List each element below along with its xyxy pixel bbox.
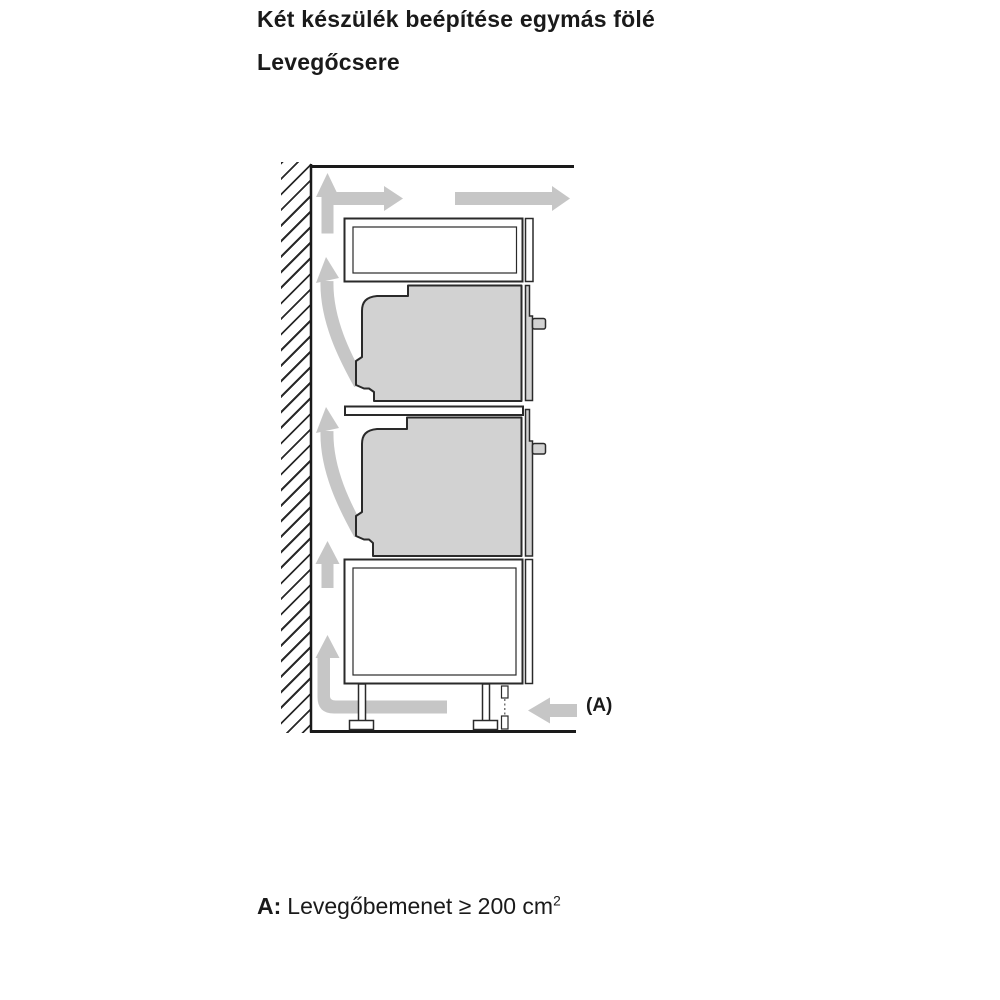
legend-caption: [257, 893, 561, 920]
lower-oven-body: [356, 418, 522, 557]
upper-oven: [356, 286, 546, 402]
air-inlet-arrow: [528, 698, 577, 724]
page-title: Két készülék beépítése egymás fölé: [257, 6, 655, 32]
legend-key: A:: [257, 893, 282, 919]
bottom-plinth-compartment: [345, 560, 533, 684]
section-subtitle: Levegőcsere: [257, 49, 400, 75]
leveling-foot-detail: [502, 686, 509, 729]
airflow-arrow-exhaust: [455, 186, 570, 211]
cabinet-leg-right: [474, 684, 498, 730]
airflow-arrow-up-plinth: [316, 541, 340, 588]
lower-oven-door-strip: [526, 410, 533, 557]
front-trim-bottom: [526, 560, 533, 684]
top-vent-compartment: [345, 219, 534, 282]
airflow-arrow-curved-lower: [316, 407, 360, 534]
upper-oven-body: [356, 286, 522, 402]
upper-oven-handle: [533, 319, 546, 330]
intermediate-shelf: [345, 407, 523, 416]
legend-superscript: 2: [553, 893, 561, 909]
lower-oven-handle: [533, 444, 546, 455]
upper-oven-door-strip: [526, 286, 533, 401]
legend-text: Levegőbemenet ≥ 200 cm: [287, 893, 554, 919]
lower-oven: [356, 410, 546, 557]
air-inlet-label: (A): [586, 695, 613, 716]
front-trim-top: [526, 219, 534, 282]
